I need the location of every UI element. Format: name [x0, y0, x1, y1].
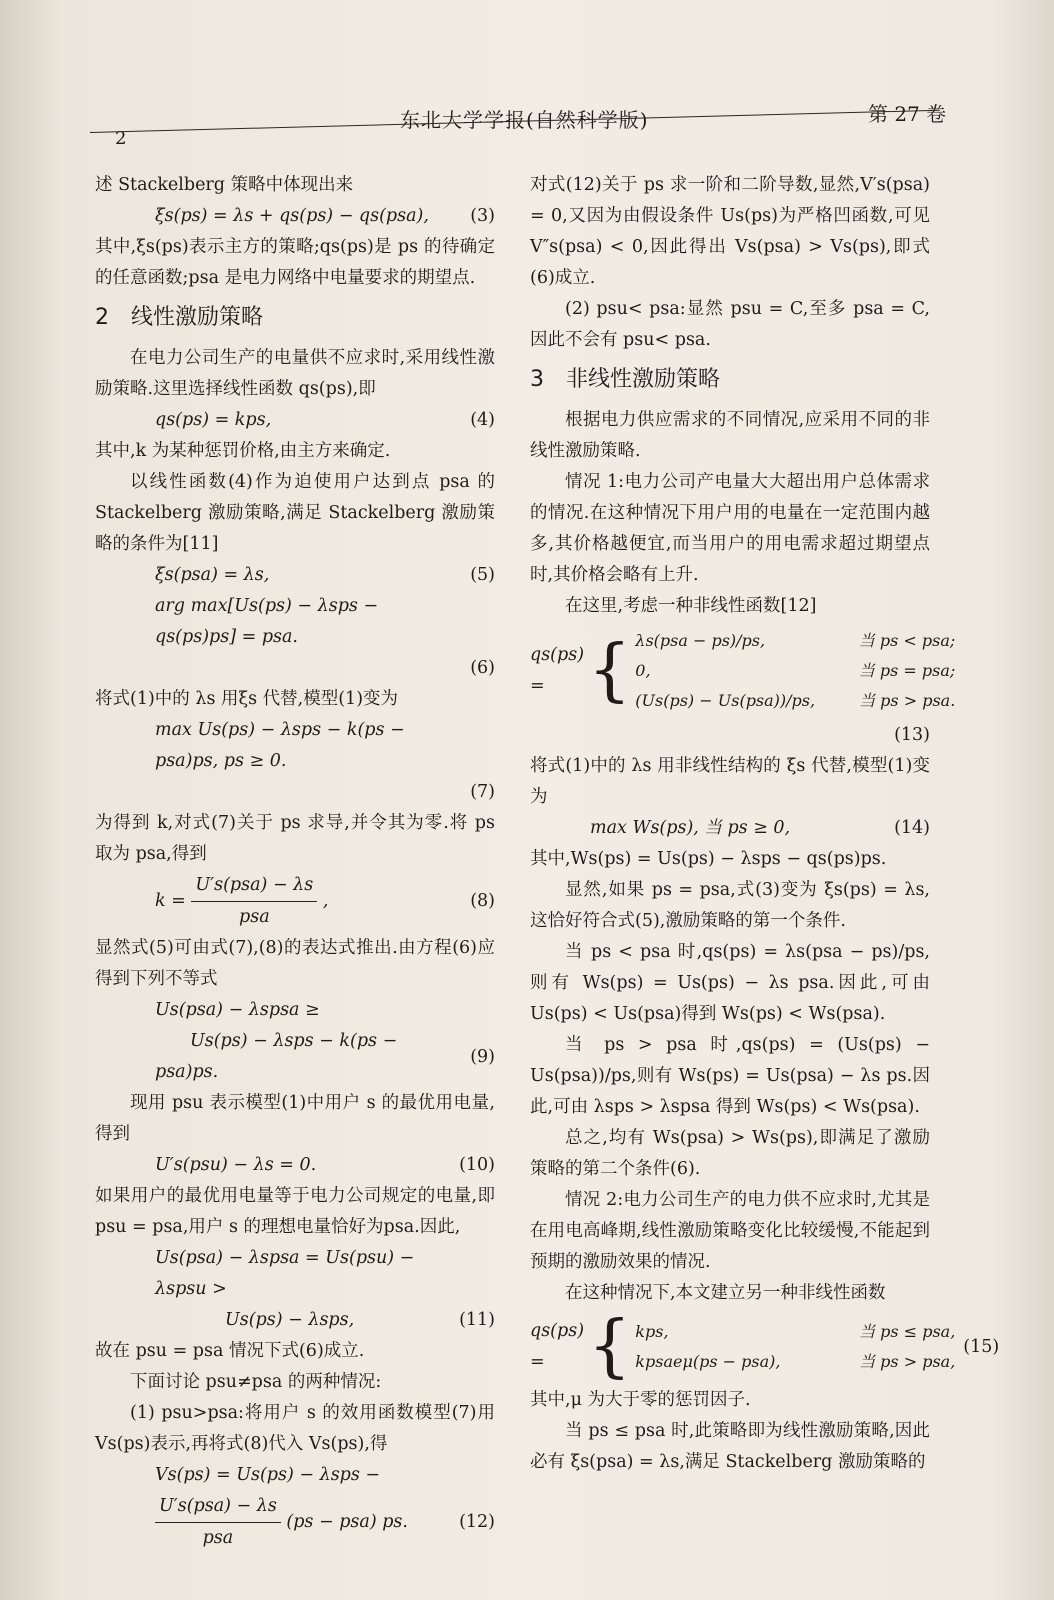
- equation-number: (8): [470, 891, 495, 911]
- section-heading: 3 非线性激励策略: [530, 367, 720, 392]
- paragraph: 情况 1:电力公司产电量大大超出用户总体需求的情况.在这种情况下用户用的电量在一定范围内越多,其价格越便宜,而当用户的用电需求超过期望点时,其价格会略有上升.: [530, 472, 930, 585]
- equation-expression: Us(psa) − λspsa = Us(psu) − λspsu >: [155, 1248, 415, 1299]
- right-column: [530, 170, 1000, 1478]
- paragraph: 当 ps ≤ psa 时,此策略即为线性激励策略,因此必有 ξs(psa) = λs,满足 Stackelberg 激励策略的: [530, 1421, 930, 1472]
- fraction-equation: [95, 870, 495, 933]
- equation-expression: Us(psa) − λspsa ≥: [155, 1000, 320, 1020]
- piecewise-row: [635, 686, 955, 716]
- paragraph: 情况 2:电力公司生产的电力供不应求时,尤其是在用电高峰期,线性激励策略变化比较缓慢,不能起到预期的激励效果的情况.: [530, 1190, 930, 1272]
- equation-number: (6): [470, 658, 495, 678]
- page-header: [0, 0, 1054, 160]
- equation-number: (13): [894, 725, 930, 745]
- equation-expression: Us(ps) − λsps − k(ps − psa)ps.: [155, 1031, 398, 1082]
- case-expression: (Us(ps) − Us(psa))/ps,: [635, 691, 816, 710]
- fraction-numerator: U′s(psa) − λs: [191, 870, 317, 902]
- paragraph: 在这种情况下,本文建立另一种非线性函数: [565, 1283, 886, 1303]
- equation-line: [95, 405, 495, 436]
- equation-line: [95, 1305, 495, 1336]
- page-number: 2: [115, 128, 127, 149]
- paragraph: 以线性函数(4)作为迫使用户达到点 psa 的 Stackelberg 激励策略,满足 Stackelberg 激励策略的条件为[11]: [95, 472, 495, 554]
- paragraph: 如果用户的最优用电量等于电力公司规定的电量,即 psu = psa,用户 s 的理想电量恰好为psa.因此,: [95, 1186, 495, 1237]
- paragraph: 其中,ξs(ps)表示主方的策略;qs(ps)是 ps 的待确定的任意函数;psa 是电力网络中电量要求的期望点.: [95, 237, 495, 288]
- piecewise-row: [635, 1317, 955, 1347]
- equation-number: (4): [470, 410, 495, 430]
- equation-line: [95, 1243, 495, 1305]
- equation-line: [95, 1026, 495, 1088]
- equation-line: [530, 813, 930, 844]
- equation-line: [95, 201, 495, 232]
- equation-expression: arg max[Us(ps) − λsps − qs(ps)ps] = psa.: [155, 596, 379, 647]
- piecewise-equation: [530, 626, 956, 716]
- volume-label: 第 27 卷: [868, 102, 947, 126]
- paragraph: 在电力公司生产的电量供不应求时,采用线性激励策略.这里选择线性函数 qs(ps),即: [95, 348, 495, 399]
- equation-expression: [95, 1491, 445, 1554]
- equation-line: [95, 1150, 495, 1181]
- equation-number: (5): [470, 565, 495, 585]
- equation-number: (11): [459, 1310, 495, 1330]
- equation-number: (9): [470, 1046, 495, 1067]
- equation-number: (10): [459, 1155, 495, 1175]
- fraction: [191, 870, 317, 933]
- equation-line: [530, 720, 930, 751]
- paragraph: 在这里,考虑一种非线性函数[12]: [565, 596, 817, 616]
- equation-expression: max Ws(ps), 当 ps ≥ 0,: [590, 818, 791, 838]
- piecewise-cases: [635, 626, 955, 716]
- equation-expression: qs(ps) = kps,: [155, 410, 272, 430]
- equation-suffix: (ps − psa) ps.: [280, 1512, 408, 1532]
- journal-title: 东北大学学报(自然科学版): [400, 108, 649, 132]
- paragraph: 根据电力供应需求的不同情况,应采用不同的非线性激励策略.: [530, 410, 930, 461]
- paragraph: (1) psu>psa:将用户 s 的效用函数模型(7)用 Vs(ps)表示,再将式(8)代入 Vs(ps),得: [95, 1403, 495, 1454]
- paragraph: 对式(12)关于 ps 求一阶和二阶导数,显然,V′s(psa) = 0,又因为由假设条件 Us(ps)为严格凹函数,可见 V″s(psa) < 0,因此得出 Vs(psa) > Vs(ps),即式(6)成立.: [530, 175, 930, 288]
- equation-expression: max Us(ps) − λsps − k(ps − psa)ps, ps ≥ 0.: [155, 720, 405, 771]
- paragraph: 其中,Ws(ps) = Us(ps) − λsps − qs(ps)ps.: [530, 849, 887, 869]
- equation-line: [95, 777, 495, 808]
- paragraph: 显然,如果 ps = psa,式(3)变为 ξs(ps) = λs,这恰好符合式(5),激励策略的第一个条件.: [530, 880, 930, 931]
- paragraph: 显然式(5)可由式(7),(8)的表达式推出.由方程(6)应得到下列不等式: [95, 938, 495, 989]
- piecewise-row: [635, 626, 955, 656]
- case-condition: 当 ps > psa,: [859, 1352, 956, 1371]
- case-condition: 当 ps > psa.: [859, 691, 956, 710]
- case-condition: 当 ps = psa;: [858, 661, 956, 680]
- case-expression: λs(psa − ps)/ps,: [635, 631, 766, 650]
- paragraph: 当 ps < psa 时,qs(ps) = λs(psa − ps)/ps,则有 Ws(ps) = Us(ps) − λs psa.因此,可由 Us(ps) < Us(psa)得到 Ws(ps) < Ws(psa).: [530, 942, 930, 1024]
- fraction-numerator: U′s(psa) − λs: [155, 1491, 281, 1523]
- piecewise-equation: [530, 1307, 1000, 1386]
- paragraph: 下面讨论 psu≠psa 的两种情况:: [130, 1372, 382, 1392]
- equation-suffix: ,: [317, 891, 329, 911]
- case-expression: kpsaeμ(ps − psa),: [635, 1352, 781, 1371]
- equation-prefix: k =: [155, 891, 192, 911]
- paragraph: 为得到 k,对式(7)关于 ps 求导,并令其为零.将 ps 取为 psa,得到: [95, 813, 495, 864]
- equation-expression: [95, 870, 445, 933]
- equation-line: [95, 715, 495, 777]
- piecewise-lhs: qs(ps) =: [530, 645, 585, 696]
- piecewise-row: [635, 656, 955, 686]
- equation-number: (15): [963, 1336, 1000, 1357]
- case-expression: kps,: [635, 1322, 669, 1341]
- section-heading: 2 线性激励策略: [95, 305, 263, 330]
- piecewise-lhs: qs(ps) =: [530, 1321, 585, 1372]
- case-condition: 当 ps ≤ psa,: [859, 1322, 956, 1341]
- case-condition: 当 ps < psa;: [858, 631, 956, 650]
- paragraph: 当 ps > psa 时,qs(ps) = (Us(ps) − Us(psa))/ps,则有 Ws(ps) = Us(psa) − λs ps.因此,可由 λsps > λspsa 得到 Ws(ps) < Ws(psa).: [530, 1035, 930, 1117]
- piecewise-cases: [635, 1317, 955, 1377]
- equation-expression: U′s(psu) − λs = 0.: [155, 1155, 317, 1175]
- equation-line: [95, 591, 495, 653]
- equation-number: (14): [894, 818, 930, 838]
- equation-expression: Us(ps) − λsps,: [155, 1310, 355, 1330]
- equation-line: [95, 653, 495, 684]
- paragraph: 现用 psu 表示模型(1)中用户 s 的最优用电量,得到: [95, 1093, 495, 1144]
- case-expression: 0,: [635, 661, 651, 680]
- piecewise-row: [635, 1347, 955, 1377]
- brace-symbol: {: [588, 631, 632, 710]
- fraction-equation: [95, 1491, 495, 1554]
- equation-number: (3): [470, 206, 495, 226]
- paragraph: 将式(1)中的 λs 用ξs 代替,模型(1)变为: [95, 689, 399, 709]
- fraction-denominator: psa: [239, 907, 270, 927]
- equation-line: [95, 995, 495, 1026]
- paragraph: 将式(1)中的 λs 用非线性结构的 ξs 代替,模型(1)变为: [530, 756, 930, 807]
- paragraph: (2) psu< psa:显然 psu = C,至多 psa = C,因此不会有 psu< psa.: [530, 299, 930, 350]
- paragraph: 其中,k 为某种惩罚价格,由主方来确定.: [95, 441, 391, 461]
- left-column: [95, 170, 495, 1554]
- fraction-denominator: psa: [202, 1528, 234, 1548]
- paragraph: 总之,均有 Ws(psa) > Ws(ps),即满足了激励策略的第二个条件(6).: [530, 1128, 930, 1179]
- paragraph: 述 Stackelberg 策略中体现出来: [95, 175, 354, 195]
- equation-line: [95, 560, 495, 591]
- equation-number: (7): [470, 782, 495, 802]
- paragraph: 其中,μ 为大于零的惩罚因子.: [530, 1390, 751, 1410]
- brace-symbol: {: [588, 1307, 632, 1386]
- equation-number: (12): [459, 1512, 495, 1532]
- paragraph: 故在 psu = psa 情况下式(6)成立.: [95, 1341, 365, 1361]
- equation-expression: Vs(ps) = Us(ps) − λsps −: [155, 1465, 381, 1485]
- equation-expression: ξs(ps) = λs + qs(ps) − qs(psa),: [155, 206, 429, 226]
- fraction: [155, 1491, 281, 1554]
- equation-expression: ξs(psa) = λs,: [155, 565, 270, 585]
- equation-line: [95, 1460, 495, 1491]
